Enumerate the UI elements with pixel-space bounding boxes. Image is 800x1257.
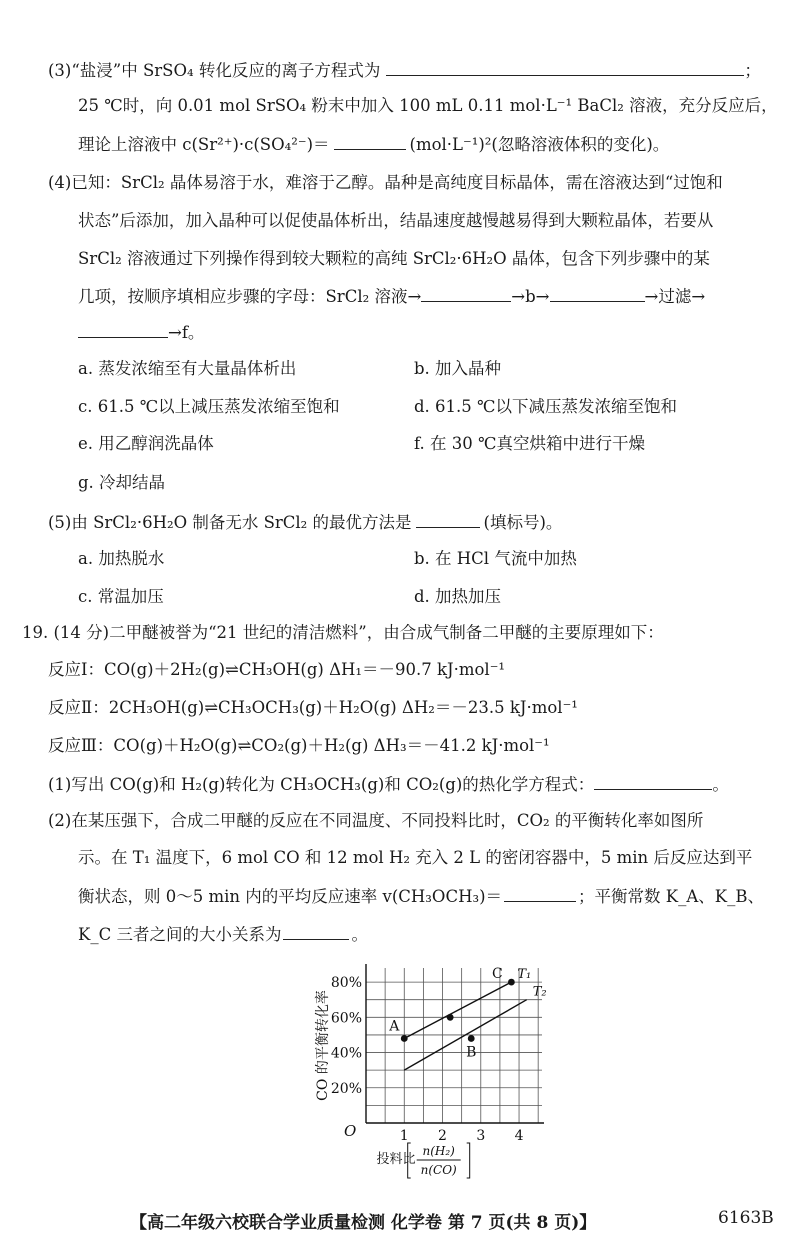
- chart-axes: [366, 964, 544, 1123]
- q4-line4: [78, 284, 705, 308]
- q4-option-d: d. 61.5 ℃以下减压蒸发浓缩至饱和: [414, 397, 677, 416]
- q4-step2-blank[interactable]: [550, 284, 645, 302]
- q19-rate-blank[interactable]: [504, 884, 576, 902]
- q19-part2-line4a: K_C 三者之间的大小关系为: [78, 925, 282, 944]
- q4-option-a: a. 蒸发浓缩至有大量晶体析出: [78, 359, 297, 378]
- q5-stem-b: (填标号)。: [483, 513, 563, 532]
- x-tick-label: 2: [438, 1128, 447, 1144]
- x-tick-label: 4: [514, 1128, 524, 1144]
- data-point-c: [508, 979, 515, 986]
- series-label: T₂: [532, 984, 547, 1000]
- data-point-a: [401, 1035, 408, 1042]
- q19-k-relation-blank[interactable]: [283, 922, 349, 940]
- q4-line4a: 几项，按顺序填相应步骤的字母：SrCl₂ 溶液→: [78, 287, 422, 306]
- q19-part2-line1: (2)在某压强下，合成二甲醚的反应在不同温度、不同投料比时，CO₂ 的平衡转化率如图所: [48, 811, 704, 830]
- q19-reaction-2: 反应Ⅱ：2CH₃OH(g)⇌CH₃OCH₃(g)＋H₂O(g) ΔH₂＝－23.5 kJ·mol⁻¹: [48, 698, 578, 717]
- y-tick-label: 80%: [330, 975, 362, 992]
- data-point-unlabeled: [447, 1014, 454, 1021]
- q5-option-d: d. 加热加压: [414, 587, 502, 606]
- y-axis-label: CO 的平衡转化率: [315, 990, 331, 1101]
- chart-svg: [300, 958, 570, 1183]
- q4-line3: SrCl₂ 溶液通过下列操作得到较大颗粒的高纯 SrCl₂·6H₂O 晶体，包含下列步骤中的某: [78, 249, 710, 268]
- q5-answer-blank[interactable]: [416, 510, 480, 528]
- x-axis-label-prefix: 投料比: [376, 1152, 416, 1167]
- chart-labels: [315, 966, 547, 1178]
- paper-code: 6163B: [718, 1208, 774, 1228]
- q5-stem: [48, 510, 562, 534]
- q3-product-blank[interactable]: [334, 132, 406, 150]
- q3-answer-blank[interactable]: [386, 58, 744, 76]
- q5-option-b: b. 在 HCl 气流中加热: [414, 549, 577, 568]
- q3-line3b: (mol·L⁻¹)²(忽略溶液体积的变化)。: [409, 135, 670, 154]
- co-conversion-chart: [300, 958, 570, 1183]
- q4-line5: [78, 320, 204, 344]
- q4-option-e: e. 用乙醇润洗晶体: [78, 434, 214, 453]
- q3-line3a: 理论上溶液中 c(Sr²⁺)·c(SO₄²⁻)＝: [78, 135, 330, 154]
- x-axis-label-numerator: n(H₂): [422, 1144, 455, 1158]
- point-label: B: [466, 1044, 477, 1061]
- q4-line4b: →b→: [511, 287, 550, 306]
- page-footer: 【高二年级六校联合学业质量检测 化学卷 第 7 页(共 8 页)】: [130, 1213, 597, 1233]
- q19-part2-line2: 示。在 T₁ 温度下，6 mol CO 和 12 mol H₂ 充入 2 L 的密闭容器中，5 min 后反应达到平: [78, 848, 753, 867]
- q4-option-b: b. 加入晶种: [414, 359, 502, 378]
- q3-line1: [48, 58, 761, 82]
- q4-step3-blank[interactable]: [78, 320, 168, 338]
- right-bracket: [467, 1143, 470, 1178]
- q5-option-a: a. 加热脱水: [78, 549, 165, 568]
- q5-stem-a: (5)由 SrCl₂·6H₂O 制备无水 SrCl₂ 的最优方法是: [48, 513, 412, 532]
- q19-part2-line4: [78, 922, 368, 946]
- x-tick-label: 3: [476, 1128, 486, 1144]
- series-label: T₁: [517, 967, 532, 983]
- q4-line2: 状态”后添加，加入晶种可以促使晶体析出，结晶速度越慢越易得到大颗粒晶体，若要从: [78, 211, 714, 230]
- q5-option-c: c. 常温加压: [78, 587, 164, 606]
- q19-part2-line4b: 。: [351, 925, 368, 944]
- series-line-t1: [404, 982, 511, 1038]
- q19-part1-text: (1)写出 CO(g)和 H₂(g)转化为 CH₃OCH₃(g)和 CO₂(g)的热化学方程式：: [48, 775, 595, 794]
- q3-line2: 25 ℃时，向 0.01 mol SrSO₄ 粉末中加入 100 mL 0.11 mol·L⁻¹ BaCl₂ 溶液，充分反应后，: [78, 96, 778, 115]
- chart-grid: [366, 968, 542, 1123]
- q4-line5-text: →f。: [168, 323, 205, 342]
- chart-series: [401, 979, 527, 1070]
- q19-part1: [48, 772, 729, 796]
- q4-option-c: c. 61.5 ℃以上减压蒸发浓缩至饱和: [78, 397, 340, 416]
- q19-part1-blank[interactable]: [594, 772, 712, 790]
- q19-part2-line3a: 衡状态，则 0～5 min 内的平均反应速率 v(CH₃OCH₃)＝: [78, 887, 503, 906]
- q4-option-f: f. 在 30 ℃真空烘箱中进行干燥: [414, 434, 645, 453]
- y-tick-label: 60%: [330, 1010, 362, 1027]
- data-point-b: [468, 1035, 475, 1042]
- q3-line1-text: (3)“盐浸”中 SrSO₄ 转化反应的离子方程式为: [48, 61, 381, 80]
- origin-label: O: [344, 1122, 357, 1140]
- q19-reaction-1: 反应Ⅰ：CO(g)＋2H₂(g)⇌CH₃OH(g) ΔH₁＝－90.7 kJ·mol⁻¹: [48, 660, 506, 679]
- q4-line1: (4)已知：SrCl₂ 晶体易溶于水，难溶于乙醇。晶种是高纯度目标晶体，需在溶液达到“过饱和: [48, 173, 723, 192]
- q3-line3: [78, 132, 669, 156]
- x-axis-label-denominator: n(CO): [420, 1163, 457, 1177]
- y-tick-label: 40%: [330, 1045, 362, 1062]
- q19-part2-line3: [78, 884, 764, 908]
- q4-line4c: →过滤→: [644, 287, 706, 306]
- q19-stem: 19. (14 分)二甲醚被誉为“21 世纪的清洁燃料”，由合成气制备二甲醚的主要原理如下：: [22, 623, 664, 642]
- y-tick-label: 20%: [330, 1080, 362, 1097]
- q19-part2-line3b: ；平衡常数 K_A、K_B、: [578, 887, 764, 906]
- x-tick-label: 1: [399, 1128, 409, 1144]
- q4-step1-blank[interactable]: [421, 284, 511, 302]
- point-label: A: [389, 1018, 400, 1035]
- q4-option-g: g. 冷却结晶: [78, 473, 166, 492]
- point-label: C: [492, 966, 503, 983]
- q19-reaction-3: 反应Ⅲ：CO(g)＋H₂O(g)⇌CO₂(g)＋H₂(g) ΔH₃＝－41.2 kJ·mol⁻¹: [48, 736, 550, 755]
- q3-line1-end: ；: [744, 61, 761, 80]
- q19-part1-end: 。: [712, 775, 729, 794]
